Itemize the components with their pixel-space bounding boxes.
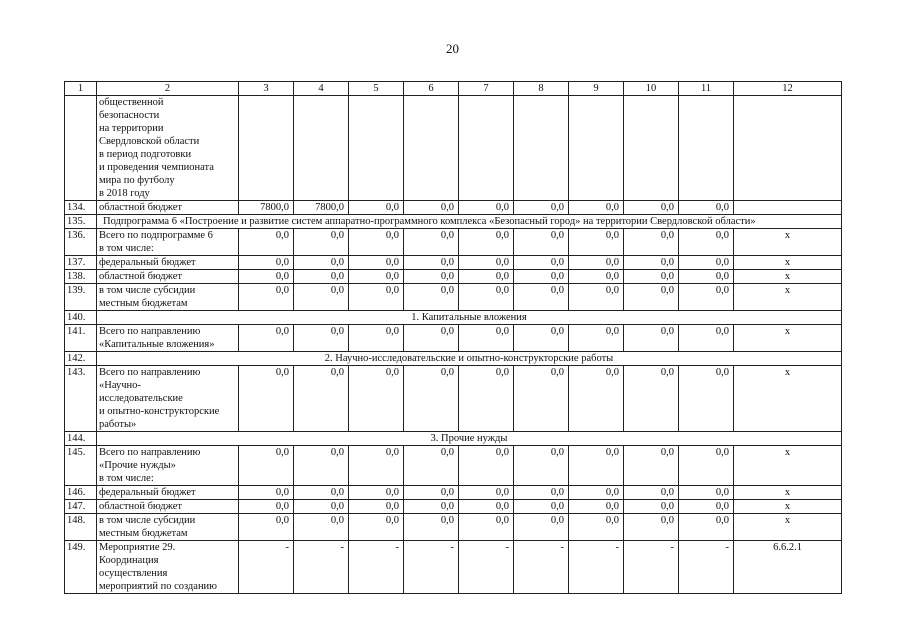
- value-cell: 0,0: [569, 229, 624, 256]
- value-cell: 0,0: [349, 325, 404, 352]
- row-number: 134.: [65, 201, 97, 215]
- value-cell: 0,0: [349, 514, 404, 541]
- row-number: 135.: [65, 215, 97, 229]
- target-cell: х: [734, 366, 842, 432]
- value-cell: 0,0: [349, 500, 404, 514]
- header-cell: 10: [624, 82, 679, 96]
- section-title: 3. Прочие нужды: [97, 432, 842, 446]
- value-cell: 0,0: [679, 325, 734, 352]
- row-label-line: Всего по направлению: [99, 326, 201, 337]
- value-cell: 0,0: [404, 446, 459, 486]
- value-cell: 0,0: [349, 284, 404, 311]
- table-row: [65, 215, 842, 229]
- row-label-line: «Капитальные вложения»: [99, 339, 215, 350]
- table-row: [65, 229, 842, 256]
- row-number: 143.: [65, 366, 97, 432]
- row-number: 140.: [65, 311, 97, 325]
- value-cell: 0,0: [569, 325, 624, 352]
- value-cell: 0,0: [624, 514, 679, 541]
- section-title: 1. Капитальные вложения: [97, 311, 842, 325]
- table-row: [65, 432, 842, 446]
- row-label: [97, 201, 239, 215]
- value-cell: 7800,0: [239, 201, 294, 215]
- row-label-line: Мероприятие 29.: [99, 542, 176, 553]
- value-cell: 0,0: [239, 256, 294, 270]
- value-cell: 0,0: [349, 366, 404, 432]
- value-cell: 0,0: [624, 229, 679, 256]
- value-cell: 0,0: [569, 500, 624, 514]
- row-label-line: в том числе:: [99, 473, 154, 484]
- section-title: Подпрограмма 6 «Построение и развитие систем аппаратно-программного комплекса «Безопасный город» на территории Свердловской области»: [97, 215, 842, 229]
- value-cell: [514, 96, 569, 201]
- header-cell: 12: [734, 82, 842, 96]
- row-label-line: осуществления: [99, 568, 168, 579]
- row-number: 139.: [65, 284, 97, 311]
- value-cell: 0,0: [239, 500, 294, 514]
- row-label-line: и опытно-конструкторские: [99, 406, 220, 417]
- row-label: [97, 256, 239, 270]
- value-cell: 0,0: [569, 201, 624, 215]
- target-cell: х: [734, 325, 842, 352]
- row-label-line: мероприятий по созданию: [99, 581, 218, 592]
- value-cell: -: [459, 541, 514, 594]
- value-cell: 0,0: [294, 270, 349, 284]
- value-cell: 0,0: [239, 325, 294, 352]
- header-cell: 3: [239, 82, 294, 96]
- table-body: [65, 82, 842, 594]
- value-cell: 0,0: [294, 500, 349, 514]
- row-label-line: областной бюджет: [99, 202, 182, 213]
- value-cell: 0,0: [239, 486, 294, 500]
- value-cell: 0,0: [349, 229, 404, 256]
- table-row: [65, 96, 842, 201]
- value-cell: -: [679, 541, 734, 594]
- row-label: [97, 514, 239, 541]
- value-cell: [294, 96, 349, 201]
- table-row: [65, 270, 842, 284]
- value-cell: 0,0: [514, 256, 569, 270]
- target-cell: х: [734, 514, 842, 541]
- value-cell: 0,0: [679, 229, 734, 256]
- value-cell: 0,0: [569, 446, 624, 486]
- value-cell: [569, 96, 624, 201]
- row-number: 141.: [65, 325, 97, 352]
- row-label-line: местным бюджетам: [99, 528, 188, 539]
- target-cell: х: [734, 256, 842, 270]
- row-label-line: Всего по подпрограмме 6: [99, 230, 213, 241]
- target-cell: х: [734, 229, 842, 256]
- value-cell: 0,0: [239, 446, 294, 486]
- value-cell: 0,0: [404, 486, 459, 500]
- value-cell: 0,0: [404, 284, 459, 311]
- row-label-line: мира по футболу: [99, 175, 175, 186]
- target-cell: 6.6.2.1: [734, 541, 842, 594]
- value-cell: 0,0: [294, 366, 349, 432]
- value-cell: 0,0: [679, 514, 734, 541]
- value-cell: -: [404, 541, 459, 594]
- row-label-line: Координация: [99, 555, 159, 566]
- row-label: [97, 96, 239, 201]
- row-number: 146.: [65, 486, 97, 500]
- target-cell: х: [734, 500, 842, 514]
- value-cell: 0,0: [624, 256, 679, 270]
- value-cell: 0,0: [624, 270, 679, 284]
- value-cell: -: [569, 541, 624, 594]
- value-cell: 0,0: [624, 446, 679, 486]
- value-cell: 0,0: [404, 256, 459, 270]
- value-cell: 0,0: [679, 500, 734, 514]
- value-cell: [404, 96, 459, 201]
- row-label: [97, 446, 239, 486]
- value-cell: 0,0: [514, 284, 569, 311]
- value-cell: 0,0: [349, 446, 404, 486]
- value-cell: 0,0: [569, 486, 624, 500]
- value-cell: 0,0: [459, 256, 514, 270]
- value-cell: -: [239, 541, 294, 594]
- row-label-line: «Научно-: [99, 380, 141, 391]
- row-number: 144.: [65, 432, 97, 446]
- value-cell: 0,0: [569, 366, 624, 432]
- value-cell: 0,0: [679, 270, 734, 284]
- row-label-line: областной бюджет: [99, 271, 182, 282]
- value-cell: 0,0: [459, 446, 514, 486]
- value-cell: 0,0: [459, 201, 514, 215]
- value-cell: 0,0: [349, 201, 404, 215]
- value-cell: 0,0: [569, 256, 624, 270]
- row-number: 138.: [65, 270, 97, 284]
- row-number: 137.: [65, 256, 97, 270]
- value-cell: [459, 96, 514, 201]
- value-cell: 0,0: [679, 486, 734, 500]
- value-cell: 0,0: [569, 284, 624, 311]
- row-label: [97, 229, 239, 256]
- value-cell: 0,0: [514, 270, 569, 284]
- row-label-line: общественной: [99, 97, 164, 108]
- value-cell: 0,0: [404, 500, 459, 514]
- table-row: [65, 256, 842, 270]
- row-number: 147.: [65, 500, 97, 514]
- value-cell: 0,0: [404, 201, 459, 215]
- row-label-line: федеральный бюджет: [99, 487, 196, 498]
- value-cell: -: [349, 541, 404, 594]
- value-cell: 0,0: [349, 256, 404, 270]
- row-label-line: Всего по направлению: [99, 447, 201, 458]
- row-label-line: в период подготовки: [99, 149, 192, 160]
- value-cell: 0,0: [294, 514, 349, 541]
- value-cell: 0,0: [459, 500, 514, 514]
- value-cell: 0,0: [514, 325, 569, 352]
- row-label-line: в 2018 году: [99, 188, 150, 199]
- value-cell: 0,0: [294, 446, 349, 486]
- target-cell: х: [734, 486, 842, 500]
- value-cell: 0,0: [239, 514, 294, 541]
- table-row: [65, 352, 842, 366]
- row-label-line: в том числе субсидии: [99, 285, 196, 296]
- table-row: [65, 366, 842, 432]
- value-cell: 0,0: [404, 270, 459, 284]
- value-cell: 0,0: [679, 446, 734, 486]
- target-cell: [734, 96, 842, 201]
- page-number: 20: [446, 41, 459, 56]
- value-cell: 0,0: [514, 486, 569, 500]
- value-cell: 0,0: [514, 229, 569, 256]
- row-label-line: безопасности: [99, 110, 160, 121]
- table-row: [65, 514, 842, 541]
- value-cell: 0,0: [514, 446, 569, 486]
- value-cell: 0,0: [239, 270, 294, 284]
- table-row: [65, 500, 842, 514]
- value-cell: 0,0: [624, 325, 679, 352]
- row-label-line: Всего по направлению: [99, 367, 201, 378]
- value-cell: 0,0: [294, 284, 349, 311]
- value-cell: -: [294, 541, 349, 594]
- value-cell: 0,0: [679, 366, 734, 432]
- table-row: [65, 446, 842, 486]
- row-label-line: Свердловской области: [99, 136, 200, 147]
- header-row: [65, 82, 842, 96]
- value-cell: 7800,0: [294, 201, 349, 215]
- table-row: [65, 201, 842, 215]
- row-label-line: исследовательские: [99, 393, 183, 404]
- row-label: [97, 270, 239, 284]
- row-number: 148.: [65, 514, 97, 541]
- row-label: [97, 366, 239, 432]
- value-cell: 0,0: [624, 500, 679, 514]
- budget-table: [64, 81, 842, 594]
- value-cell: 0,0: [404, 366, 459, 432]
- value-cell: 0,0: [514, 201, 569, 215]
- header-cell: 6: [404, 82, 459, 96]
- value-cell: 0,0: [349, 486, 404, 500]
- target-cell: х: [734, 446, 842, 486]
- value-cell: 0,0: [404, 229, 459, 256]
- value-cell: 0,0: [239, 366, 294, 432]
- row-label-line: в том числе:: [99, 243, 154, 254]
- value-cell: 0,0: [624, 366, 679, 432]
- row-label: [97, 541, 239, 594]
- table-row: [65, 541, 842, 594]
- value-cell: [624, 96, 679, 201]
- target-cell: [734, 201, 842, 215]
- value-cell: 0,0: [459, 325, 514, 352]
- value-cell: -: [624, 541, 679, 594]
- table-row: [65, 486, 842, 500]
- header-cell: 1: [65, 82, 97, 96]
- row-label-line: местным бюджетам: [99, 298, 188, 309]
- value-cell: 0,0: [569, 514, 624, 541]
- value-cell: 0,0: [459, 270, 514, 284]
- row-label-line: федеральный бюджет: [99, 257, 196, 268]
- row-label: [97, 500, 239, 514]
- header-cell: 11: [679, 82, 734, 96]
- value-cell: 0,0: [624, 284, 679, 311]
- value-cell: 0,0: [459, 514, 514, 541]
- value-cell: [679, 96, 734, 201]
- row-label-line: работы»: [99, 419, 137, 430]
- value-cell: [349, 96, 404, 201]
- value-cell: 0,0: [679, 256, 734, 270]
- value-cell: 0,0: [239, 284, 294, 311]
- header-cell: 4: [294, 82, 349, 96]
- value-cell: 0,0: [404, 514, 459, 541]
- row-number: 145.: [65, 446, 97, 486]
- value-cell: 0,0: [679, 201, 734, 215]
- value-cell: 0,0: [624, 486, 679, 500]
- value-cell: 0,0: [624, 201, 679, 215]
- table-row: [65, 325, 842, 352]
- target-cell: х: [734, 270, 842, 284]
- value-cell: 0,0: [514, 366, 569, 432]
- header-cell: 2: [97, 82, 239, 96]
- value-cell: 0,0: [514, 500, 569, 514]
- value-cell: 0,0: [404, 325, 459, 352]
- header-cell: 9: [569, 82, 624, 96]
- value-cell: 0,0: [459, 284, 514, 311]
- row-number: 142.: [65, 352, 97, 366]
- header-cell: 5: [349, 82, 404, 96]
- section-title: 2. Научно-исследовательские и опытно-конструкторские работы: [97, 352, 842, 366]
- row-number: 136.: [65, 229, 97, 256]
- value-cell: 0,0: [459, 229, 514, 256]
- row-label-line: в том числе субсидии: [99, 515, 196, 526]
- value-cell: 0,0: [459, 486, 514, 500]
- header-cell: 8: [514, 82, 569, 96]
- header-cell: 7: [459, 82, 514, 96]
- value-cell: 0,0: [349, 270, 404, 284]
- value-cell: 0,0: [294, 486, 349, 500]
- row-label-line: «Прочие нужды»: [99, 460, 176, 471]
- value-cell: 0,0: [294, 229, 349, 256]
- target-cell: х: [734, 284, 842, 311]
- table-row: [65, 311, 842, 325]
- value-cell: 0,0: [294, 256, 349, 270]
- value-cell: 0,0: [459, 366, 514, 432]
- value-cell: 0,0: [569, 270, 624, 284]
- row-label-line: и проведения чемпионата: [99, 162, 214, 173]
- value-cell: 0,0: [294, 325, 349, 352]
- row-label-line: областной бюджет: [99, 501, 182, 512]
- row-label: [97, 325, 239, 352]
- value-cell: [239, 96, 294, 201]
- row-number: 149.: [65, 541, 97, 594]
- row-label-line: на территории: [99, 123, 164, 134]
- table-row: [65, 284, 842, 311]
- value-cell: 0,0: [679, 284, 734, 311]
- row-number: [65, 96, 97, 201]
- value-cell: 0,0: [239, 229, 294, 256]
- value-cell: 0,0: [514, 514, 569, 541]
- value-cell: -: [514, 541, 569, 594]
- row-label: [97, 284, 239, 311]
- row-label: [97, 486, 239, 500]
